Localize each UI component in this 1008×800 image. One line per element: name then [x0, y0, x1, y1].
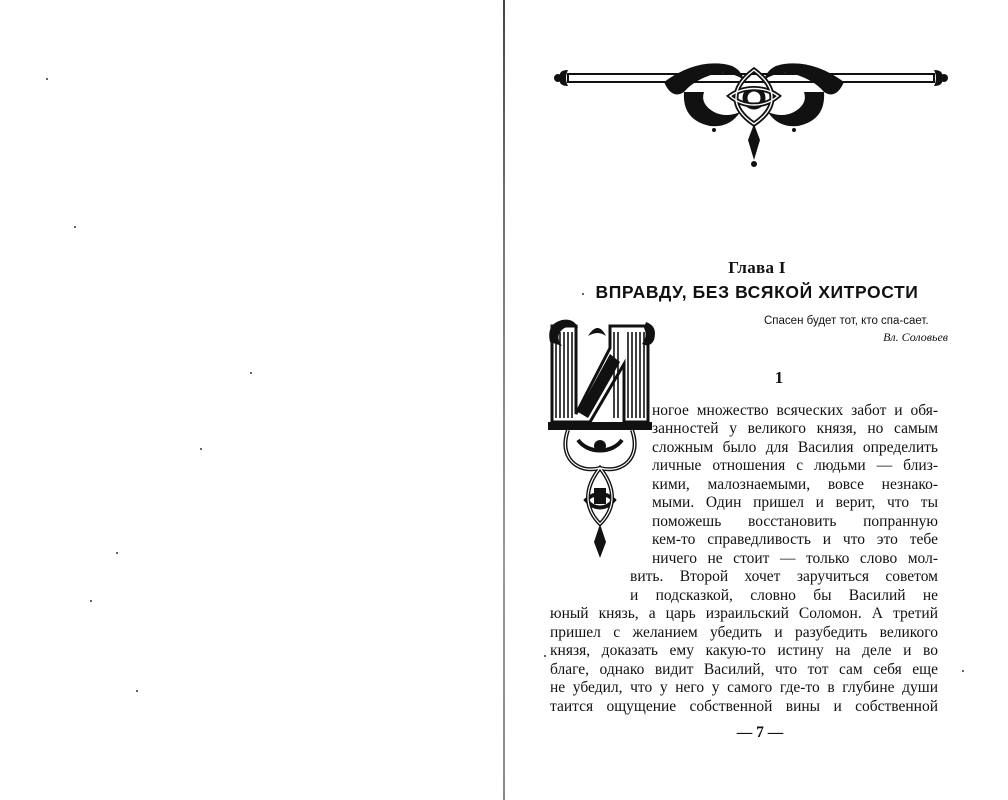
- scan-speck: [200, 448, 202, 450]
- text-line: занностей у великого князя, но самым: [652, 420, 938, 437]
- text-line: личные отношения с людьми — близ-: [652, 457, 938, 474]
- epigraph: [746, 314, 948, 345]
- scan-speck: [250, 372, 252, 374]
- text-line: и подсказкой, словно бы Василий не: [630, 587, 938, 604]
- scan-speck: [136, 690, 138, 692]
- text-line: не убедил, что у него у самого где-то в глубине души: [550, 679, 938, 696]
- text-line: кими, малознаемыми, вовсе незнако-: [652, 476, 938, 493]
- text-line: кем-то справедливость и что это тебе: [652, 531, 938, 548]
- chapter-number: Глава I: [728, 258, 786, 277]
- scan-speck: [582, 293, 584, 295]
- epigraph-text: Спасен будет тот, кто спа-сает.: [764, 315, 929, 327]
- scan-speck: [544, 655, 546, 657]
- text-line: юный князь, а царь израильский Соломон. А третий: [550, 605, 938, 622]
- text-line: ногое множество всяческих забот и обя-: [652, 402, 938, 419]
- drop-cap-initial: [548, 318, 658, 562]
- scan-speck: [74, 226, 76, 228]
- scan-speck: [90, 600, 92, 602]
- right-page: [506, 0, 1008, 800]
- section-number: 1: [774, 368, 784, 387]
- text-line: благе, однако видит Василий, что тот сам себя еще: [550, 661, 938, 678]
- chapter-title: ВПРАВДУ, БЕЗ ВСЯКОЙ ХИТРОСТИ: [595, 282, 919, 302]
- scan-speck: [962, 670, 964, 672]
- text-line: вить. Второй хочет заручиться советом: [630, 568, 938, 585]
- text-line: князя, доказать ему какую-то истину на деле и во: [550, 642, 938, 659]
- ornamental-headpiece: [554, 0, 954, 180]
- scan-speck: [116, 552, 118, 554]
- page-number: — 7 —: [736, 724, 784, 741]
- text-line: мыми. Один пришел и верит, что ты: [652, 494, 938, 511]
- text-line: сложным было для Василия определить: [652, 439, 938, 456]
- text-line: таится ощущение собственной вины и собственной: [550, 698, 938, 715]
- epigraph-author: Вл. Соловьев: [883, 330, 948, 344]
- text-line: ничего не стоит — только слово мол-: [652, 550, 938, 567]
- text-line: пришел с желанием убедить и разубедить великого: [550, 624, 938, 641]
- text-line: поможешь восстановить попранную: [652, 513, 938, 530]
- scan-speck: [46, 78, 48, 80]
- book-gutter: [503, 0, 505, 800]
